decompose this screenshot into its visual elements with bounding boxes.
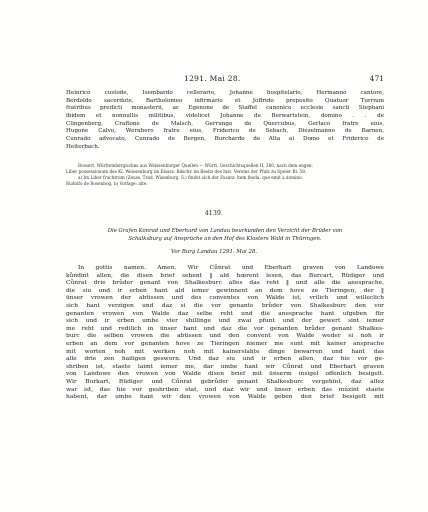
source-notes [66,163,384,187]
text-line: Heiterbach. [66,143,100,150]
text-line: war ist, das hie vor geshriben stat, und daz wir und ünser erben das múzint staete [66,386,384,393]
note-line: Liber possessionum des Kl. Weissenburg im Elsass, Bdschr. im Besitz des hist. Vereins der Pfalz zu Speier Bl. 58. [66,169,307,174]
witness-list-paragraph [66,90,384,151]
text-line: Heinrico custode, Isembardo cellerario, Johanne hospitelario, Hermanno cantore, [66,90,384,96]
text-line: Berdoldo sacerdote, Bartholomeo infirmario et Joffrido preposito Quatuor Turrium [66,97,384,104]
text-line: Cůnrat drie brůder genant von Shalkesburc alles das reht ‖ und alle die anesprache, [66,280,384,287]
text-line: fratribus predicti monasterii, ac Egenone de Staffel canonico ecclesie sancti Stephani [66,105,384,112]
text-line: Clingenberg, Craftone de Malsch, Gerrungo de Quercubus, Gerlaco fratre eius, [66,120,384,127]
text-line: mit worten noh mit werken noh mit kainerslahte dinge bewarren und hant das [66,348,384,355]
document-summary [66,228,384,243]
note-line: Rudolfo de Rosenbog. b) Vorlage: alte. [66,181,148,186]
document-number: 4139. [204,210,224,217]
text-line: burc die selben vrowen die abtissen und den convent von Walde weder si noh ir [66,333,384,340]
text-line: In gottis namen. Amen. Wir Cůnrat und Eberhart graven von Landowe [78,265,384,271]
note-line: Bossert, Württembergisches aus Weissenburger Quellen — Württ. Geschichtsquellen II, 260, nach dem engen. [78,163,313,168]
text-line: sich und ir erben umbe vier shillinge und zwai pfunt und der gewert sint iemer [66,318,384,325]
running-header [66,73,384,85]
text-line: Hugone Calvo, Wernhero fratre eius, Friderico de Sebach, Diezelmanno de Barnen, [66,128,384,135]
text-line: ünser vrowen der abtissen und des conventes von Walde ist, vrilich und willeclich [66,295,384,302]
note-line: a) Im Liber fruchtrum (Zeuss, Trad. Wizenburg. S.) findet sich der Zusatz: item feoda, que emit a domino [78,175,302,180]
text-line: shriben ist, staete laimt iemer me, dar umbe hant wir Cůnrat und Eberhart graven [66,363,384,370]
text-line: erben an dem vor genanten hove ze Tieringen niemer me sunt mit kainer ansprache [66,340,384,347]
text-line: die siu und ir erben hant ald iemer gewinnent an dem hove ze Tieringen, der ‖ [66,287,384,294]
text-line: habent, dar umbe hant wir den vrowen von Walde geben den brief besigelt mit [66,394,384,401]
summary-line: Die Grafen Konrad und Eberhard von Landau beurkunden den Verzicht der Brüder von [107,228,343,234]
text-line: alle drie zen hailigen gesworn. Und daz siu und ir erben allen, daz hie vor ge- [66,356,384,363]
header-date: 1291. Mai 28. [184,74,241,83]
text-line: Wir Burkart, Rüdiger und Cůnrat gebrůder genant Shalkesburc vergehint, daz allez [66,378,384,385]
text-line: ibidem et nonnullis militibus, videlicet Johanne de Berwartstein, domino . . de [66,112,384,119]
page-number: 471 [369,74,384,83]
summary-line: Schalksburg auf Ansprüche an den Hof des Klosters Wald in Thüringen. [128,235,322,242]
text-line: Cunrado advocato, Cunrado de Bergen, Burchardo de Alta a) Domo et Friderico de [66,135,384,142]
text-line: von Landowe den vrowen von Walde disen brief mit ünserm insigel offenlich besigelt. [66,371,384,378]
text-line: sich hant verzigen und daz si die vor genante brůder von Shalkesburc den vor [66,302,384,309]
document-dateline: Vor Burg Landau 1291. Mai 28. [170,249,258,255]
text-line: kůndint allen, die disen brief sehent ‖ ald hœrent lesen, das Burcart, Rüdiger und [66,272,384,279]
charter-text [66,265,384,402]
text-line: me reht und redilich in ünser hant und daz die vor genanten brůder genant Shalkes- [66,325,384,332]
text-line: genanten vrowen von Walde daz selbe reht und die anesprache hant ufgeben für [66,310,384,317]
